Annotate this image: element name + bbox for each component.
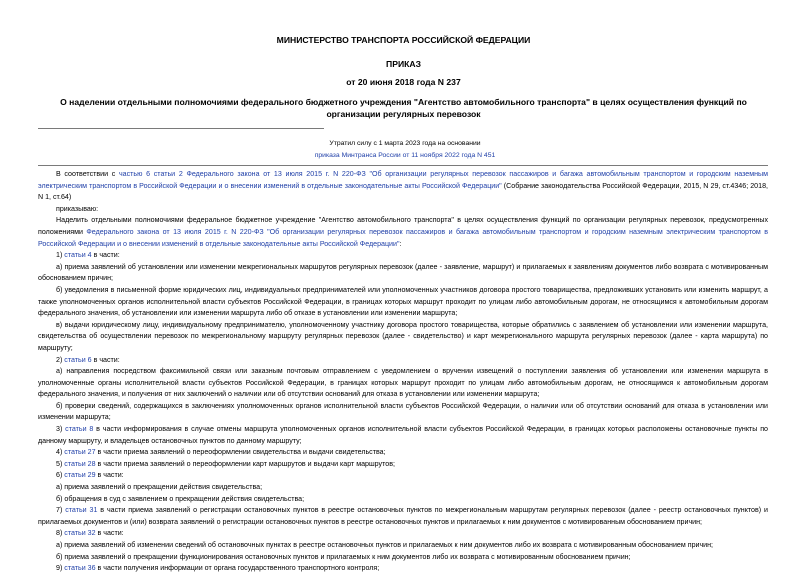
title-separator — [38, 128, 324, 129]
article-6-link[interactable]: статьи 6 — [64, 355, 92, 364]
item-6b: б) обращения в суд с заявлением о прекращении действия свидетельства; — [56, 494, 305, 503]
article-32-link[interactable]: статьи 32 — [64, 529, 96, 538]
item-6a: а) приема заявлений о прекращении действия свидетельства; — [56, 483, 263, 492]
federal-law-link[interactable]: частью 6 статьи 2 Федерального закона от 13 июля 2015 г. N 220-ФЗ "Об организации регулярных перевозок пассажиров и багажа автомобильным транспортом и городским наземным электрическим транспортом в Российской Федерации и о внесении изменений в отдельные законодательные акты Российской Федерации" — [38, 170, 769, 190]
article-27-link[interactable]: статьи 27 — [64, 448, 96, 457]
item-2a: а) направления посредством факсимильной связи или заказным почтовым отправлением с уведомлением о вручении извещений о поступлении заявления об установлении или изменении маршрута в уполномоченные органы исполнительной власти субъектов Российской Федерации, в границах которых маршрут проходит по улицам либо автомобильным дорогам, не относящимся к автомобильным дорогам федерального значения, и получения от них заключений о наличии или об отсутствии оснований для отказа в установлении или изменении маршрута; — [38, 367, 768, 399]
item-2: 2) статьи 6 в части: — [56, 355, 120, 364]
repeal-order-link[interactable]: приказа Минтранса России от 11 ноября 2022 года N 451 — [314, 152, 496, 159]
ministry-heading: МИНИСТЕРСТВО ТРАНСПОРТА РОССИЙСКОЙ ФЕДЕРАЦИИ — [276, 35, 531, 45]
item-1b: б) уведомления в письменной форме юридических лиц, индивидуальных предпринимателей или уполномоченных участников договора простого товарищества, предложивших установить или изменить маршрут, а также уполномоченных органов исполнительной власти субъектов Российской Федерации, в границах которых маршрут проходит по улицам либо автомобильным дорогам, не относящимся к автомобильным дорогам федерального значения, об установлении или изменении маршрута либо об отказе в установлении или изменении маршрута; — [38, 285, 768, 318]
federal-law-link-2[interactable]: Федерального закона от 13 июля 2015 г. N 220-ФЗ "Об организации регулярных перевозок пассажиров и багажа автомобильным транспортом и городским наземным электрическим транспортом в Российской Федерации и о внесении изменений в отдельные законодательные акты Российской Федерации" — [38, 227, 768, 248]
paragraph-empower: Наделить отдельными полномочиями федеральное бюджетное учреждение "Агентство автомобильного транспорта" в целях осуществления функций по организации регулярных перевозок, предусмотренных положениями Федерального закона от 13 июля 2015 г. N 220-ФЗ "Об организации регулярных перевозок пассажиров и багажа автомобильным транспортом и городским наземным электрическим транспортом в Российской Федерации и о внесении изменений в отдельные законодательные акты Российской Федерации": — [38, 216, 768, 248]
paragraph-basis: В соответствии с частью 6 статьи 2 Федерального закона от 13 июля 2015 г. N 220-ФЗ "Об организации регулярных перевозок пассажиров и багажа автомобильным транспортом и городским наземным электрическим транспортом в Российской Федерации и о внесении изменений в отдельные законодательные акты Российской Федерации" (Собрание законодательства Российской Федерации, 2015, N 29, ст.4346; 2018, N 1, ст.64) — [38, 170, 769, 202]
article-31-link[interactable]: статьи 31 — [65, 506, 98, 515]
article-36-link[interactable]: статьи 36 — [64, 564, 96, 573]
document-title: О наделении отдельными полномочиями федерального бюджетного учреждения "Агентство автомобильного транспорта" в целях осуществления функций по организации регулярных перевозок — [60, 97, 747, 119]
document-body — [38, 169, 768, 575]
article-29-link[interactable]: статьи 29 — [64, 471, 96, 480]
item-9: 9) статьи 36 в части получения информации от органа государственного транспортного контроля; — [56, 564, 380, 573]
paragraph-order: приказываю: — [56, 204, 99, 213]
item-8b: б) приема заявлений о прекращении функционирования остановочных пунктов и прилагаемых к ним документов либо их возврата с мотивированным обоснованием причин; — [56, 552, 631, 561]
item-2b: б) проверки сведений, содержащихся в заключениях уполномоченных органов исполнительной власти субъектов Российской Федерации, о наличии или об отсутствии оснований для отказа в установлении или изменении маршрута; — [38, 401, 768, 422]
item-1c: в) выдачи юридическому лицу, индивидуальному предпринимателю, уполномоченному участнику договора простого товарищества, которые обратились с заявлением об установлении или изменении маршрута, свидетельства об осуществлении перевозок по межрегиональному маршруту регулярных перевозок (далее - свидетельство) и карт межрегионального маршрута регулярных перевозок (далее - карта маршрута) по маршруту; — [38, 320, 768, 352]
document-date-number: от 20 июня 2018 года N 237 — [346, 77, 461, 87]
repeal-note — [240, 138, 570, 162]
item-1a: а) приема заявлений об установлении или изменении межрегиональных маршрутов регулярных перевозок (далее - заявление, маршрут) и прилагаемых к заявлениям документов либо возврата с мотивированным обоснованием причин; — [38, 262, 768, 283]
article-8-link[interactable]: статьи 8 — [65, 425, 94, 434]
item-8: 8) статьи 32 в части: — [56, 529, 124, 538]
article-4-link[interactable]: статьи 4 — [64, 251, 92, 260]
item-7: 7) статьи 31 в части приема заявлений о регистрации остановочных пунктов в реестре остановочных пунктов по межрегиональным маршрутам регулярных перевозок (далее - реестр остановочных пунктов) и прилагаемых документов и (или) возврата заявлений о регистрации остановочных пунктов в реестре остановочных пунктов и прилагаемых к ним документов с мотивированным обоснованием причин; — [38, 506, 768, 526]
item-8a: а) приема заявлений об изменении сведений об остановочных пунктах в реестре остановочных пунктов и прилагаемых к ним документов либо их возврата с мотивированным обоснованием причин; — [56, 541, 714, 549]
repeal-note-text: Утратил силу с 1 марта 2023 года на основании — [329, 140, 481, 147]
item-5: 5) статьи 28 в части приема заявлений о переоформлении карт маршрутов и выдачи карт маршрутов; — [56, 459, 395, 468]
item-1: 1) статьи 4 в части: — [56, 251, 120, 260]
item-6: 6) статьи 29 в части: — [56, 471, 124, 480]
document-type: ПРИКАЗ — [386, 59, 421, 69]
item-4: 4) статьи 27 в части приема заявлений о переоформлении свидетельства и выдачи свидетельства; — [56, 448, 386, 457]
article-28-link[interactable]: статьи 28 — [64, 459, 96, 468]
item-3: 3) статьи 8 в части информирования в случае отмены маршрута уполномоченных органов исполнительной власти субъектов Российской Федерации, в границах которых расположены остановочные пункты по данному маршруту, и владельцев остановочных пунктов по данному маршруту; — [38, 425, 768, 445]
note-separator — [38, 165, 768, 166]
